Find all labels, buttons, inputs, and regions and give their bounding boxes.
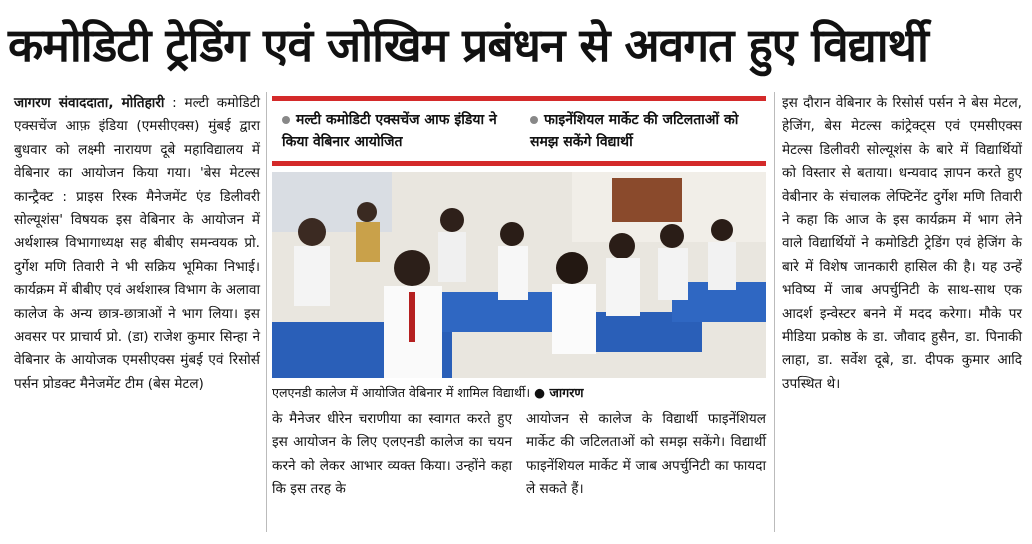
headline: कमोडिटी ट्रेडिंग एवं जोखिम प्रबंधन से अवगत हुए विद्यार्थी xyxy=(8,18,928,72)
classroom-photo-illustration xyxy=(272,172,766,378)
article-column-1: जागरण संवाददाता, मोतिहारी : मल्टी कमोडिटी एक्सचेंज आफ़ इंडिया (एमसीएक्स) मुंबई द्वारा बुधवार को लक्ष्मी नारायण दूबे महाविद्यालय में वेबिनार का आयोजन किया गया। 'बेस मेटल्स कान्ट्रैक्ट : प्राइस रिस्क मैनेजमेंट एंड डिलीवरी सोल्यूशंस' विषयक इस वेबिनार के आयोजन में अर्थशास्त्र विभागाध्यक्ष सह बीबीए समन्वयक प्रो. दुर्गेश मणि तिवारी ने भी सक्रिय भूमिका निभाई। कार्यक्रम में बीबीए एवं अर्थशास्त्र विभाग के अलावा कालेज के अन्य छात्र-छात्राओं ने भाग लिया। इस अवसर पर प्राचार्य प्रो. (डा) राजेश कुमार सिन्हा ने वेबिनार के आयोजक एमसीएक्स मुंबई एवं रिसोर्स पर्सन प्रोडक्ट मैनेजमेंट टीम (बेस मेटल) xyxy=(14,95,260,392)
bullet-icon xyxy=(282,116,290,124)
article-column-2: के मैनेजर धीरेन चराणीया का स्वागत करते हुए इस आयोजन के लिए एलएनडी कालेज का चयन करने को लेकर आभार व्यक्त किया। उन्होंने कहा कि इस तरह के xyxy=(272,411,512,498)
news-photo xyxy=(272,172,766,378)
column1-text: मल्टी कमोडिटी एक्सचेंज आफ़ इंडिया (एमसीएक्स) मुंबई द्वारा बुधवार को लक्ष्मी नारायण दूबे महाविद्यालय में वेबिनार का आयोजन किया गया। 'बेस मेटल्स कान्ट्रैक्ट : प्राइस रिस्क मैनेजमेंट एंड डिलीवरी सोल्यूशंस' विषयक इस वेबिनार के आयोजन में अर्थशास्त्र विभागाध्यक्ष सह बीबीए समन्वयक प्रो. दुर्गेश मणि तिवारी ने भी सक्रिय भूमिका निभाई। कार्यक्रम में बीबीए एवं अर्थशास्त्र विभाग के अलावा कालेज के अन्य छात्र-छात्राओं ने भाग लिया। इस अवसर पर प्राचार्य प्रो. (डा) राजेश कुमार सिन्हा ने वेबिनार के आयोजक एमसीएक्स मुंबई एवं रिसोर्स पर्सन प्रोडक्ट मैनेजमेंट टीम (बेस मेटल) xyxy=(14,95,260,392)
photo-caption xyxy=(272,382,766,404)
highlight-text: मल्टी कमोडिटी एक्सचेंज आफ इंडिया ने किया वेबिनार आयोजित xyxy=(282,112,497,150)
caption-text: एलएनडी कालेज में आयोजित वेबिनार में शामिल विद्यार्थी। xyxy=(272,385,531,400)
dateline: जागरण संवाददाता, मोतिहारी xyxy=(14,95,165,111)
highlight-box xyxy=(272,96,766,166)
highlight-item xyxy=(530,109,760,153)
bullet-icon xyxy=(530,116,538,124)
highlight-text: फाइनेंशियल मार्केट की जटिलताओं को समझ सकेंगे विद्यार्थी xyxy=(530,112,739,150)
article-column-4: इस दौरान वेबिनार के रिसोर्स पर्सन ने बेस मेटल, हेजिंग, बेस मेटल्स कांट्रेक्ट्स एवं एमसीएक्स मेटल्स डिलीवरी सोल्यूशंस के बारे में विद्यार्थियों को विस्तार से बताया। धन्यवाद ज्ञापन करते हुए वेबीनार के संचालक लेफ्टिनेंट दुर्गेश मणि तिवारी ने कहा कि आज के इस कार्यक्रम में भाग लेने वाले विद्यार्थियों ने कमोडिटी ट्रेडिंग एवं हेजिंग के बारे में विशेष जानकारी हासिल की है। यह उन्हें भविष्य में जाब अपर्चुनिटी के साथ-साथ एक आदर्श इन्वेस्टर बनने में मदद करेगा। मौके पर मीडिया प्रकोष्ठ के डा. जौवाद हुसैन, डा. पिनाकी लाहा, डा. सर्वेश दूबे, डा. दीपक कुमार आदि उपस्थित थे। xyxy=(782,95,1022,392)
highlight-item xyxy=(282,109,512,153)
article-column-3: आयोजन से कालेज के विद्यार्थी फाइनेंशियल मार्केट की जटिलताओं को समझ सकेंगे। विद्यार्थी फाइनेंशियल मार्केट में जाब अपर्चुनिटी का फायदा ले सकते हैं। xyxy=(526,411,766,498)
caption-credit: ● जागरण xyxy=(534,385,584,400)
column-divider xyxy=(774,92,775,532)
column-divider xyxy=(266,92,267,532)
